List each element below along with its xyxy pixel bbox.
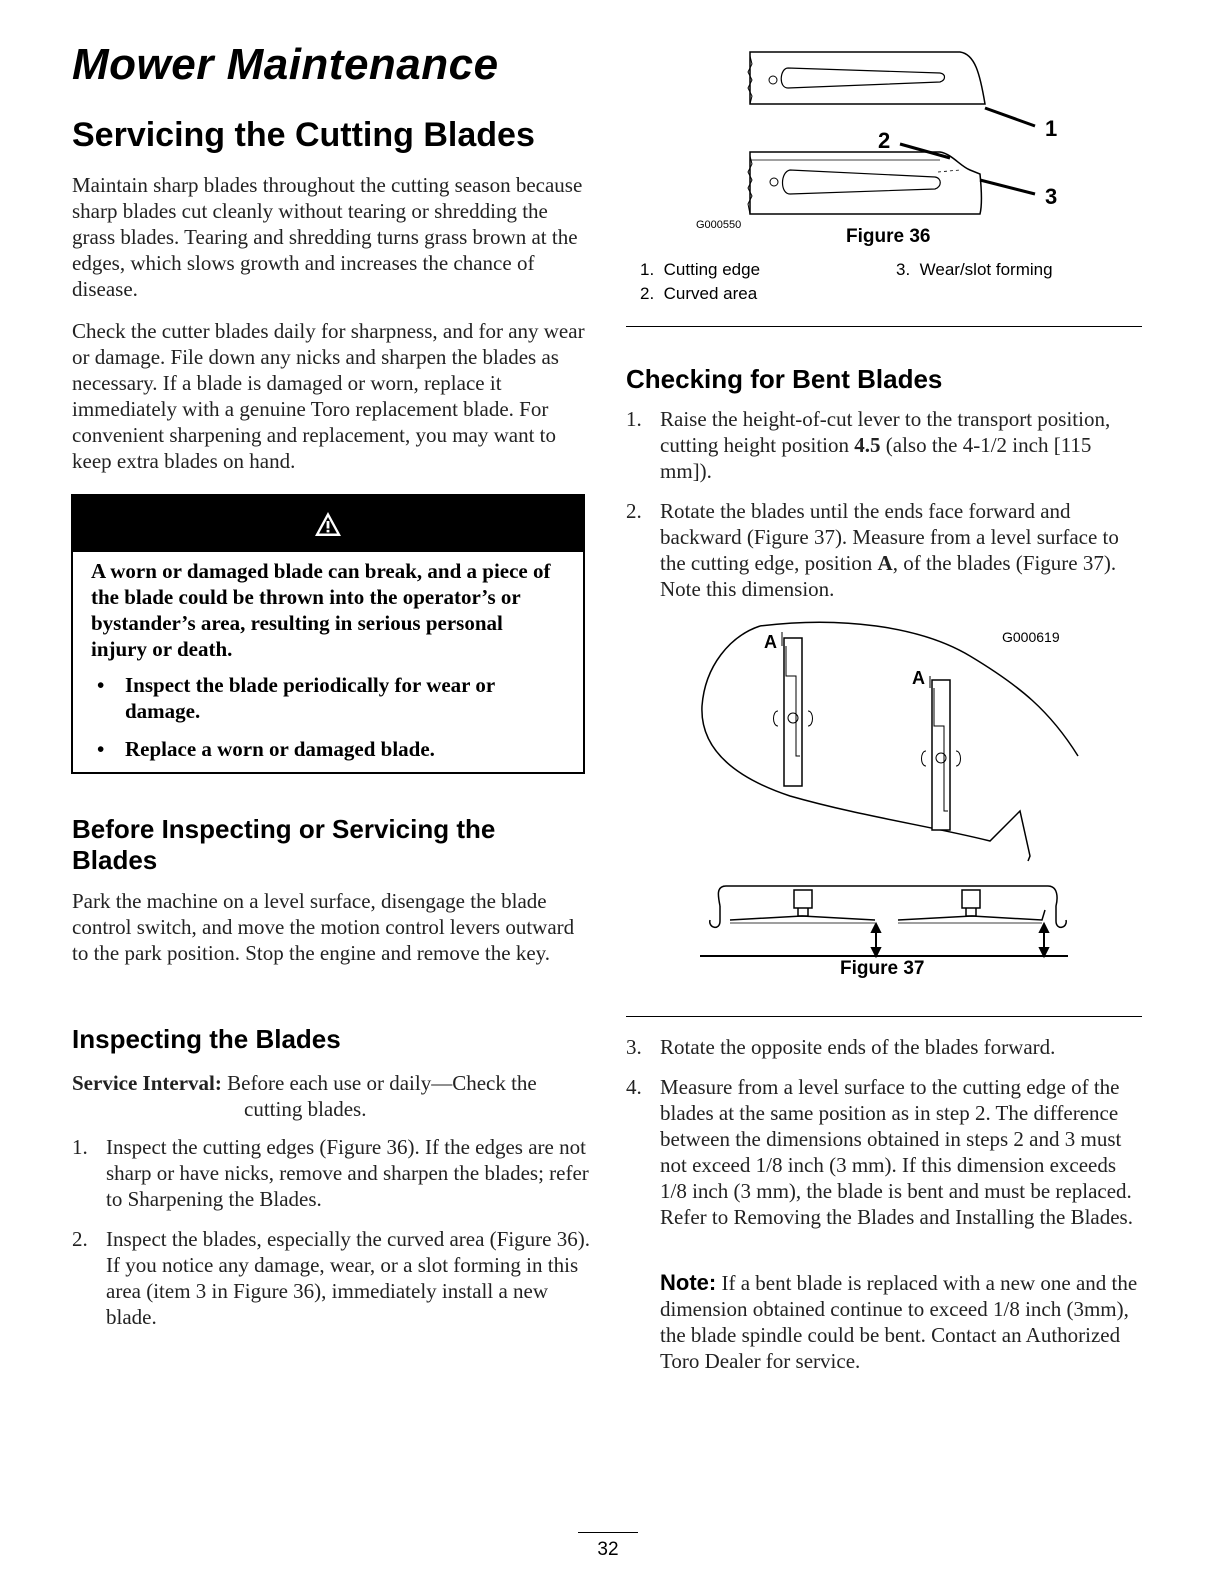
list-item (626, 498, 1142, 602)
list-item (626, 406, 1142, 484)
step-number: 1. (626, 407, 642, 431)
divider-rule (626, 1016, 1142, 1017)
list-item (626, 1074, 1142, 1230)
before-inspecting-heading: Before Inspecting or Servicing the Blades (72, 814, 496, 875)
step-number: 2. (626, 499, 642, 523)
legend-number: 1. (640, 260, 655, 279)
step-text: Measure from a level surface to the cutting edge of the blades at the same position as in step 2. The difference between the dimensions obtained in steps 2 and 3 must not exceed 1/8 inch (3 mm). If this dimension exceeds 1/8 inch (3 mm), the blade is bent and must be replaced. Refer to Removing the Blades and Installing the Blades. (660, 1075, 1133, 1229)
service-interval-text: Before each use or daily—Check the (227, 1071, 537, 1095)
service-interval-label: Service Interval: (72, 1071, 222, 1095)
step-number: 3. (626, 1035, 642, 1059)
legend-number: 3. (896, 260, 911, 279)
warning-bullet: • Inspect the blade periodically for wear or damage. (91, 672, 561, 724)
figure-37-caption: Figure 37 (840, 958, 925, 979)
figure-37-label-a-left: A (764, 632, 777, 652)
list-item (72, 1134, 592, 1212)
warning-header-bar (73, 496, 583, 552)
service-interval (72, 1070, 592, 1122)
legend-item-3 (896, 260, 1053, 280)
step-number: 1. (72, 1135, 88, 1159)
warning-bullet-list (91, 672, 561, 774)
legend-text: Curved area (663, 284, 758, 303)
warning-text: A worn or damaged blade can break, and a piece of the blade could be thrown into the operator’s or bystander’s area, resulting in serious personal injury or death. (91, 559, 551, 661)
note-text: If a bent blade is replaced with a new one and the dimension obtained continue to exceed 1/8 inch (3mm), the blade spindle could be bent. Contact an Authorized Toro Dealer for service. (660, 1271, 1138, 1373)
figure-36-caption: Figure 36 (846, 226, 931, 247)
legend-text: Cutting edge (663, 260, 761, 279)
inspecting-steps-list (72, 1134, 592, 1344)
step-text: Inspect the cutting edges (Figure 36). If the edges are not sharp or have nicks, remove and sharpen the blades; refer to Sharpening the Blades. (106, 1135, 589, 1211)
warning-box (71, 494, 585, 774)
step-text-bold: 4.5 (854, 433, 881, 457)
checking-bent-blades-heading: Checking for Bent Blades (626, 364, 943, 394)
figure-37-illustration (690, 616, 1090, 964)
step-text: Rotate the opposite ends of the blades forward. (660, 1035, 1056, 1059)
figure-36-code: G000550 (696, 219, 742, 231)
before-inspecting-paragraph: Park the machine on a level surface, disengage the blade control switch, and move the motion control levers outward to the park position. Stop the engine and remove the key. (72, 889, 575, 965)
step-text: Raise the height-of-cut lever to the transport position, cutting height position (660, 407, 1111, 457)
step-number: 4. (626, 1075, 642, 1099)
service-interval-text-continued: cutting blades. (244, 1097, 367, 1121)
legend-item-2 (640, 284, 757, 304)
legend-number: 2. (640, 284, 655, 303)
divider-rule (626, 326, 1142, 327)
figure-36-callout-3: 3 (1045, 184, 1058, 209)
list-item (626, 1034, 1142, 1060)
page-title: Mower Maintenance (72, 40, 499, 89)
intro-paragraph-1: Maintain sharp blades throughout the cutting season because sharp blades cut cleanly without tearing or shredding the grass blades. Tearing and shredding turns grass brown at the edges, which slows growth and increases the chance of disease. (72, 173, 583, 301)
list-item (72, 1226, 592, 1330)
step-text-continued: (also the 4-1/2 inch [115 mm]). (660, 433, 1092, 483)
note-label: Note: (660, 1270, 717, 1295)
page-number: 32 (578, 1532, 638, 1561)
bent-blades-steps-list-continued (626, 1034, 1142, 1244)
figure-37-label-a-right: A (912, 668, 925, 688)
legend-text: Wear/slot forming (919, 260, 1053, 279)
intro-paragraph-2: Check the cutter blades daily for sharpness, and for any wear or damage. File down any nicks and sharpen the blades as necessary. If a blade is damaged or worn, replace it immediately with a genuine Toro replacement blade. For convenient sharpening and replacement, you may want to keep extra blades on hand. (72, 319, 585, 473)
step-text: Inspect the blades, especially the curved area (Figure 36). If you notice any damage, wear, or a slot forming in this area (item 3 in Figure 36), immediately install a new blade. (106, 1227, 590, 1329)
bent-blades-steps-list (626, 406, 1142, 616)
step-number: 2. (72, 1227, 88, 1251)
inspecting-blades-heading: Inspecting the Blades (72, 1024, 341, 1054)
legend-item-1 (640, 260, 760, 280)
note-paragraph (660, 1270, 1142, 1374)
section-title: Servicing the Cutting Blades (72, 116, 535, 154)
warning-triangle-icon (313, 510, 343, 538)
figure-36-illustration (690, 44, 1090, 231)
figure-36-callout-1: 1 (1045, 116, 1058, 141)
figure-36-callout-2: 2 (878, 128, 891, 153)
step-text-continued: , of the blades (Figure 37). Note this dimension. (660, 551, 1117, 601)
step-text-bold: A (877, 551, 893, 575)
warning-bullet: • Replace a worn or damaged blade. (91, 736, 561, 762)
figure-37-code: G000619 (1002, 629, 1060, 645)
step-text: Rotate the blades until the ends face forward and backward (Figure 37). Measure from a level surface to the cutting edge, position (660, 499, 1119, 575)
